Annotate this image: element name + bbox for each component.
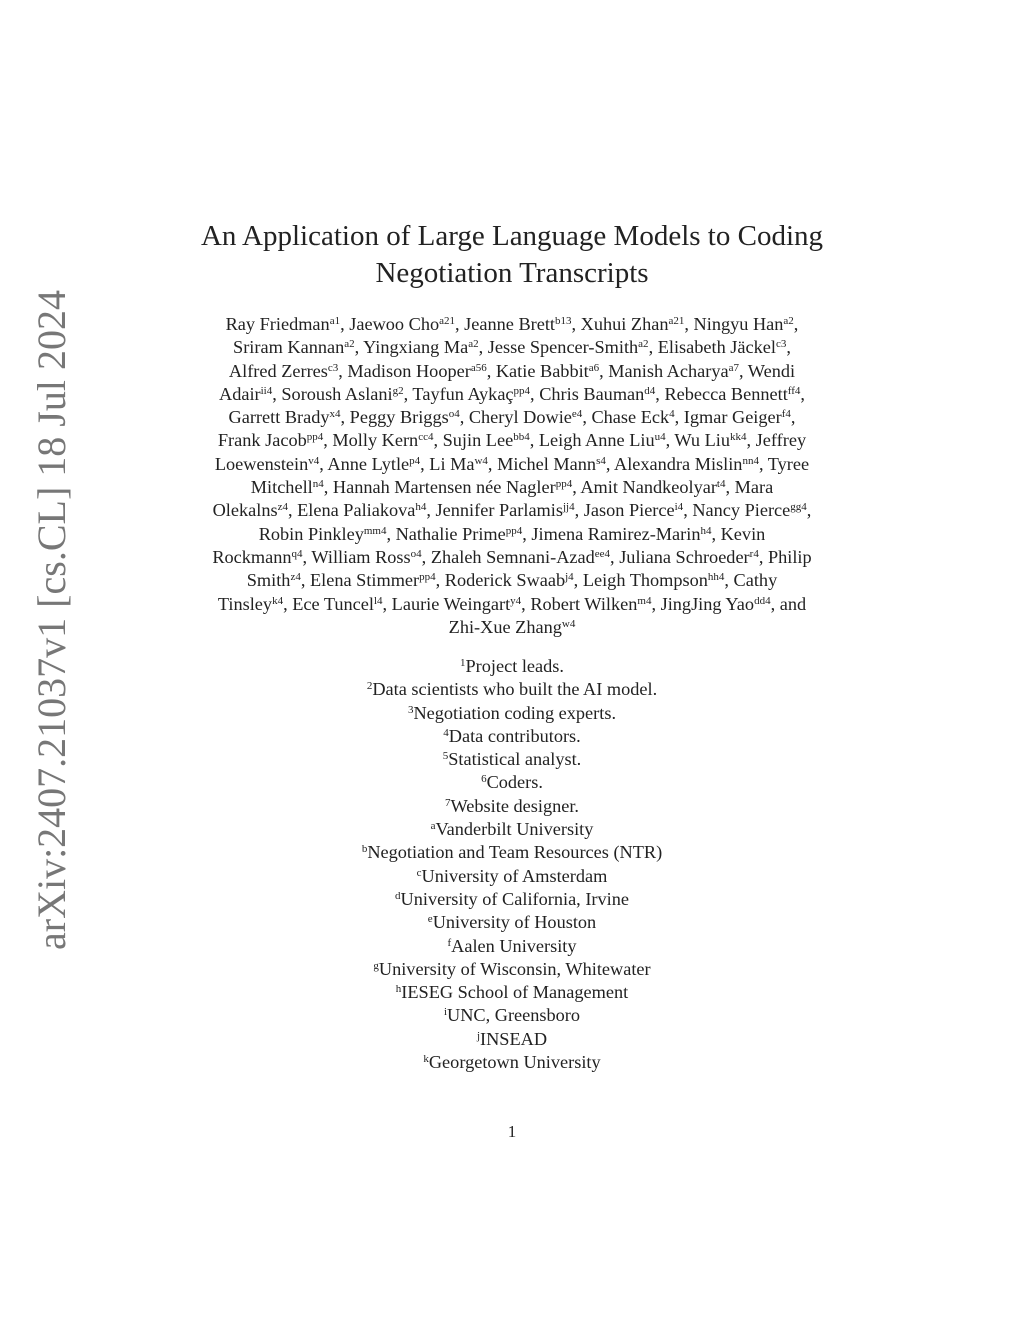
author-text: , Peggy Briggs xyxy=(340,407,449,428)
author-affiliation-mark: ii4 xyxy=(260,384,273,397)
author-affiliation-mark: ee4 xyxy=(594,547,611,560)
author-affiliation-mark: gg4 xyxy=(790,501,807,514)
note-mark: c xyxy=(416,866,422,879)
author-affiliation-mark: x4 xyxy=(329,408,341,421)
author-line xyxy=(140,593,884,616)
author-affiliation-mark: a2 xyxy=(638,338,649,351)
author-text: , Chris Bauman xyxy=(530,383,645,404)
author-affiliation-mark: s4 xyxy=(596,454,606,467)
affiliation-note xyxy=(140,1004,884,1027)
author-affiliation-mark: y4 xyxy=(510,594,522,607)
author-affiliation-mark: pp4 xyxy=(419,571,436,584)
author-affiliation-mark: pp4 xyxy=(505,524,523,537)
author-affiliation-mark: d4 xyxy=(644,384,656,397)
author-text: Olekalns xyxy=(212,500,278,521)
note-text: Georgetown University xyxy=(428,1052,601,1073)
note-text: UNC, Greensboro xyxy=(447,1005,581,1026)
author-text: , Leigh Anne Liu xyxy=(529,430,655,451)
author-line xyxy=(140,313,884,336)
author-text: , Michel Mann xyxy=(487,453,597,474)
author-affiliation-mark: pp4 xyxy=(513,384,531,397)
title-line: An Application of Large Language Models to Coding xyxy=(200,220,824,252)
author-text: , Jaewoo Cho xyxy=(340,314,440,334)
author-text: , Cathy xyxy=(724,570,778,591)
author-affiliation-mark: b13 xyxy=(555,315,572,327)
note-mark: 1 xyxy=(460,657,466,669)
author-text: , Kevin xyxy=(711,523,766,544)
author-affiliation-mark: pp4 xyxy=(555,478,573,491)
author-affiliation-mark: o4 xyxy=(410,547,422,560)
affiliation-note xyxy=(140,748,884,771)
author-affiliation-mark: m4 xyxy=(637,594,652,607)
author-affiliation-mark: w4 xyxy=(474,454,488,467)
author-affiliation-mark: ff4 xyxy=(787,384,801,397)
author-text: , Rebecca Bennett xyxy=(655,383,788,404)
author-affiliation-mark: c3 xyxy=(775,338,787,351)
author-affiliation-mark: 4 xyxy=(669,408,675,421)
author-affiliation-mark: f4 xyxy=(781,408,791,421)
affiliation-note xyxy=(140,935,884,958)
author-text: , Mara xyxy=(725,477,774,498)
author-text: , Madison Hooper xyxy=(338,360,471,381)
note-text: Aalen University xyxy=(451,935,577,956)
author-line xyxy=(140,406,884,429)
author-affiliation-mark: q4 xyxy=(291,547,303,560)
author-text: , Elena Paliakova xyxy=(287,500,416,521)
author-affiliation-mark: hh4 xyxy=(707,571,725,584)
affiliation-note xyxy=(140,981,884,1004)
title-line: Negotiation Transcripts xyxy=(375,257,649,289)
author-text: , xyxy=(800,383,805,404)
author-text: , Sujin Lee xyxy=(433,430,514,451)
note-text: Statistical analyst. xyxy=(448,749,582,770)
affiliation-note xyxy=(140,771,884,794)
author-text: , Wu Liu xyxy=(665,430,731,451)
author-affiliation-mark: n4 xyxy=(312,478,324,491)
author-text: , Igmar Geiger xyxy=(674,407,782,428)
author-line xyxy=(140,546,884,569)
author-text: , Jimena Ramirez-Marin xyxy=(522,523,701,544)
note-mark: 7 xyxy=(445,796,451,809)
author-text: , Nancy Pierce xyxy=(683,500,791,521)
author-text: Zhi-Xue Zhang xyxy=(448,616,562,637)
author-text: , Molly Kern xyxy=(323,430,419,451)
note-text: Vanderbilt University xyxy=(435,819,594,840)
author-line xyxy=(140,336,884,359)
author-affiliation-mark: h4 xyxy=(415,501,427,514)
author-affiliation-mark: a2 xyxy=(344,338,355,351)
note-mark: f xyxy=(447,936,452,949)
author-line xyxy=(140,383,884,406)
author-text: , and xyxy=(770,593,807,614)
author-line xyxy=(140,476,884,499)
note-text: University of Wisconsin, Whitewater xyxy=(378,958,651,979)
author-line xyxy=(140,616,884,639)
author-affiliation-mark: cc4 xyxy=(418,431,434,444)
affiliation-note xyxy=(140,725,884,748)
author-text: Rockmann xyxy=(212,546,292,567)
note-mark: b xyxy=(361,843,368,856)
affiliation-note xyxy=(140,911,884,934)
author-text: , Jeanne Brett xyxy=(455,314,556,334)
author-affiliation-mark: a7 xyxy=(728,361,739,374)
author-list xyxy=(140,313,884,639)
author-text: , Zhaleh Semnani-Azad xyxy=(421,546,595,567)
note-text: Negotiation and Team Resources (NTR) xyxy=(367,842,663,863)
author-affiliation-mark: a21 xyxy=(439,315,455,327)
author-affiliation-mark: p4 xyxy=(409,454,421,467)
affiliation-note xyxy=(140,795,884,818)
author-text: , Leigh Thompson xyxy=(573,570,708,591)
note-mark: 3 xyxy=(407,703,414,716)
author-text: , Manish Acharya xyxy=(599,360,729,381)
author-text: , Juliana Schroeder xyxy=(610,546,750,567)
affiliation-note xyxy=(140,818,884,841)
author-affiliation-mark: v4 xyxy=(308,454,320,467)
affiliation-notes xyxy=(140,655,884,1074)
author-affiliation-mark: bb4 xyxy=(513,431,530,444)
author-text: Ray Friedman xyxy=(225,314,330,334)
affiliation-note xyxy=(140,678,884,701)
author-text: , Wendi xyxy=(739,360,796,381)
author-affiliation-mark: a2 xyxy=(468,338,479,351)
paper-title xyxy=(150,218,874,292)
author-text: , Hannah Martensen née Nagler xyxy=(323,477,556,498)
author-text: , Roderick Swaab xyxy=(435,570,566,591)
author-text: , Li Ma xyxy=(420,453,475,474)
author-text: , Jesse Spencer-Smith xyxy=(478,337,639,358)
author-text: Frank Jacob xyxy=(217,430,307,451)
note-text: INSEAD xyxy=(480,1028,548,1049)
note-mark: j xyxy=(476,1029,481,1042)
author-affiliation-mark: dd4 xyxy=(754,594,771,607)
note-text: Negotiation coding experts. xyxy=(413,702,617,723)
note-mark: i xyxy=(443,1006,448,1019)
note-mark: 4 xyxy=(443,726,449,739)
author-affiliation-mark: w4 xyxy=(561,617,576,630)
author-affiliation-mark: j4 xyxy=(565,571,574,584)
affiliation-note xyxy=(140,1051,884,1074)
note-text: Data contributors. xyxy=(448,725,581,746)
author-line xyxy=(140,523,884,546)
author-text: , Ece Tuncel xyxy=(283,593,374,614)
author-affiliation-mark: a56 xyxy=(470,361,487,374)
author-affiliation-mark: h4 xyxy=(700,524,712,537)
author-text: , xyxy=(806,500,812,521)
affiliation-note xyxy=(140,865,884,888)
author-affiliation-mark: t4 xyxy=(716,478,726,491)
author-text: Alfred Zerres xyxy=(228,360,328,381)
author-affiliation-mark: o4 xyxy=(448,408,460,421)
note-mark: k xyxy=(423,1053,429,1066)
author-affiliation-mark: c3 xyxy=(327,361,339,374)
author-text: , xyxy=(786,337,791,358)
author-text: , Yingxiang Ma xyxy=(354,337,469,358)
author-text: , xyxy=(793,314,799,334)
author-text: , Xuhui Zhan xyxy=(571,314,669,334)
author-affiliation-mark: nn4 xyxy=(742,454,759,467)
author-affiliation-mark: a21 xyxy=(668,315,685,327)
note-mark: 6 xyxy=(481,773,487,786)
author-affiliation-mark: g2 xyxy=(392,384,404,397)
author-text: Smith xyxy=(246,570,291,591)
author-text: , Nathalie Prime xyxy=(386,523,506,544)
note-mark: g xyxy=(373,959,379,972)
arxiv-side-stamp: arXiv:2407.21037v1 [cs.CL] 18 Jul 2024 xyxy=(29,290,74,950)
note-text: Coders. xyxy=(486,772,543,793)
author-text: , Ningyu Han xyxy=(684,314,784,334)
author-affiliation-mark: l4 xyxy=(373,594,383,607)
note-mark: 5 xyxy=(442,750,449,763)
author-affiliation-mark: i4 xyxy=(674,501,684,514)
author-text: , Elisabeth Jäckel xyxy=(648,337,776,358)
author-affiliation-mark: r4 xyxy=(749,547,759,560)
author-line xyxy=(140,429,884,452)
author-text: , Laurie Weingart xyxy=(382,593,511,614)
author-text: , Robert Wilken xyxy=(521,593,638,614)
author-affiliation-mark: z4 xyxy=(290,571,301,584)
author-line xyxy=(140,453,884,476)
note-text: University of Houston xyxy=(432,912,597,933)
author-text: , Tyree xyxy=(758,453,810,474)
affiliation-note xyxy=(140,702,884,725)
affiliation-note xyxy=(140,655,884,678)
author-text: , Alexandra Mislin xyxy=(605,453,743,474)
note-text: IESEG School of Management xyxy=(401,982,629,1003)
note-mark: h xyxy=(395,983,402,996)
author-text: , Tayfun Aykaç xyxy=(403,383,514,404)
author-text: , Philip xyxy=(758,546,812,567)
author-line xyxy=(140,569,884,592)
author-text: , Amit Nandkeolyar xyxy=(572,477,717,498)
page-number: 1 xyxy=(507,1122,517,1141)
note-text: University of Amsterdam xyxy=(421,865,608,886)
author-text: , xyxy=(790,407,796,428)
author-affiliation-mark: k4 xyxy=(272,594,284,607)
author-affiliation-mark: mm4 xyxy=(363,524,387,537)
note-mark: d xyxy=(395,889,401,902)
author-affiliation-mark: a2 xyxy=(783,315,794,327)
author-text: Loewenstein xyxy=(214,453,309,474)
affiliation-note xyxy=(140,1028,884,1051)
author-text: , JingJing Yao xyxy=(651,593,755,614)
affiliation-note xyxy=(140,888,884,911)
author-text: , William Ross xyxy=(302,546,411,567)
author-text: Adair xyxy=(219,383,261,404)
author-text: Robin Pinkley xyxy=(258,523,364,544)
author-text: , Anne Lytle xyxy=(319,453,410,474)
author-affiliation-mark: a1 xyxy=(329,315,341,327)
note-text: University of California, Irvine xyxy=(400,888,629,909)
author-affiliation-mark: jj4 xyxy=(562,501,575,514)
author-affiliation-mark: u4 xyxy=(654,431,666,444)
author-text: , Katie Babbit xyxy=(486,360,589,381)
affiliation-note xyxy=(140,841,884,864)
note-text: Data scientists who built the AI model. xyxy=(372,679,658,700)
author-line xyxy=(140,360,884,383)
author-text: , Elena Stimmer xyxy=(300,570,420,591)
author-text: , Jason Pierce xyxy=(574,500,675,521)
author-affiliation-mark: a6 xyxy=(588,361,600,374)
author-text: , Chase Eck xyxy=(582,407,670,428)
note-mark: 2 xyxy=(366,680,373,693)
author-text: Tinsley xyxy=(217,593,273,614)
author-text: , Cheryl Dowie xyxy=(459,407,572,428)
affiliation-note xyxy=(140,958,884,981)
author-line xyxy=(140,499,884,522)
author-text: , Jennifer Parlamis xyxy=(426,500,563,521)
author-text: , Soroush Aslani xyxy=(272,383,393,404)
note-mark: a xyxy=(430,820,436,833)
author-affiliation-mark: pp4 xyxy=(306,431,324,444)
note-text: Project leads. xyxy=(465,656,564,676)
author-text: , Jeffrey xyxy=(746,430,807,451)
note-mark: e xyxy=(427,913,433,926)
author-text: Garrett Brady xyxy=(228,407,330,428)
author-affiliation-mark: e4 xyxy=(571,408,583,421)
author-affiliation-mark: kk4 xyxy=(730,431,747,444)
note-text: Website designer. xyxy=(450,795,579,816)
author-text: Sriram Kannan xyxy=(233,337,345,358)
author-affiliation-mark: z4 xyxy=(277,501,288,514)
author-text: Mitchell xyxy=(250,477,313,498)
